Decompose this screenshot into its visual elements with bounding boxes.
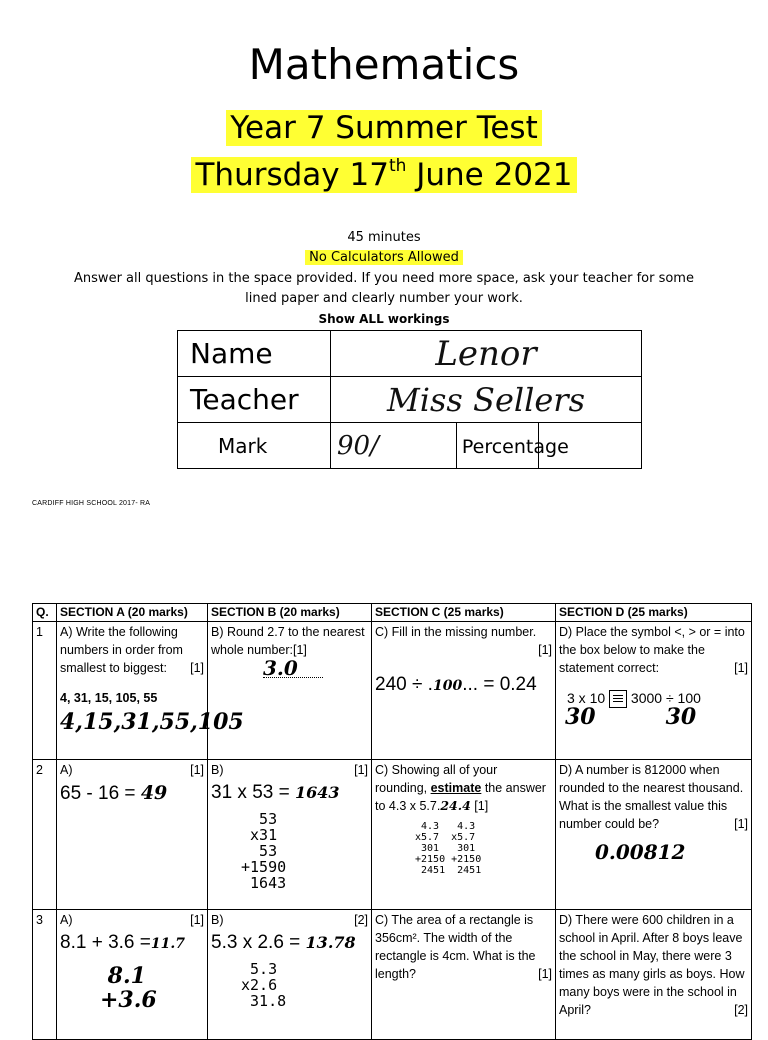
questions-table	[32, 603, 752, 1040]
q3a-eq: 8.1 + 3.6 =	[60, 932, 151, 953]
q2a-equation	[60, 781, 204, 806]
table-row	[33, 760, 752, 910]
question-1d[interactable]	[556, 622, 752, 760]
date-post: June 2021	[406, 157, 573, 193]
q3a-mark: [1]	[190, 913, 204, 927]
table-header	[33, 604, 752, 622]
q2a-answer: 49	[140, 782, 168, 804]
question-1b[interactable]	[208, 622, 372, 760]
q1d-work	[565, 704, 748, 731]
q1d-work-right: 30	[665, 704, 697, 731]
q3a-equation	[60, 931, 204, 956]
test-date-text	[191, 157, 576, 193]
row-number: 3	[33, 910, 57, 1040]
question-3a[interactable]	[57, 910, 208, 1040]
test-date	[0, 156, 768, 193]
calculator-rule	[0, 250, 768, 265]
q2d-text: D) A number is 812000 when rounded to the nearest thousand. What is the smallest value this number could be?	[559, 763, 744, 831]
teacher-field[interactable]	[331, 377, 642, 423]
percentage-cell	[456, 423, 641, 469]
question-1c[interactable]	[372, 622, 556, 760]
test-name	[0, 110, 768, 146]
date-pre: Thursday 17	[195, 157, 389, 193]
q1b-text: B) Round 2.7 to the nearest whole number:	[211, 625, 365, 657]
teacher-label: Teacher	[178, 377, 331, 423]
q3d-text: D) There were 600 children in a school in April. After 8 boys leave the school in May, there were 3 times as many girls as boys. How many boys were in the school in April?	[559, 913, 745, 1017]
q1a-text: A) Write the following numbers in order from smallest to biggest:	[60, 625, 183, 675]
q2b-eq: 31 x 53 =	[211, 782, 295, 803]
question-2c[interactable]	[372, 760, 556, 910]
question-2b[interactable]	[208, 760, 372, 910]
q1a-numbers: 4, 31, 15, 105, 55	[60, 691, 158, 705]
q2d-mark: [1]	[734, 817, 748, 831]
question-2a[interactable]	[57, 760, 208, 910]
teacher-value: Miss Sellers	[387, 380, 585, 419]
q2d-answer: 0.00812	[595, 840, 686, 864]
header-section-b: SECTION B (20 marks)	[208, 604, 372, 622]
q3c-mark: [1]	[538, 967, 552, 981]
q2c-text-1: C) Showing all of your rounding,	[375, 763, 498, 795]
duration: 45 minutes	[347, 230, 421, 245]
q2c-working: 4.3 4.3 x5.7 x5.7 301 301 +2150 +2150 2451 2451	[415, 821, 482, 876]
header-section-a: SECTION A (20 marks)	[57, 604, 208, 622]
percentage-field[interactable]	[538, 423, 641, 468]
q3c-text: C) The area of a rectangle is 356cm². The width of the rectangle is 4cm. What is the length?	[375, 913, 536, 981]
question-1a[interactable]	[57, 622, 244, 760]
q1b-answer: 3.0	[263, 659, 323, 678]
test-name-text: Year 7 Summer Test	[226, 110, 542, 146]
table-row	[33, 622, 752, 760]
percentage-label: Percentage	[461, 436, 569, 458]
q1a-mark: [1]	[190, 661, 204, 675]
q1c-eq-post: ... = 0.24	[462, 674, 537, 695]
q2b-mark: [1]	[354, 763, 368, 777]
q2c-text-2: the answer to 4.3 x 5.7.	[375, 781, 546, 813]
q3b-mark: [2]	[354, 913, 368, 927]
q1d-mark: [1]	[734, 661, 748, 675]
q2c-estimate: estimate	[430, 781, 482, 795]
row-number: 1	[33, 622, 57, 760]
show-workings: Show ALL workings	[318, 312, 450, 326]
q2a-mark: [1]	[190, 763, 204, 777]
instructions-line-2: lined paper and clearly number your work.	[245, 291, 523, 306]
q1c-mark: [1]	[538, 643, 552, 657]
q1c-answer: 100	[432, 678, 463, 694]
q3d-mark: [2]	[734, 1003, 748, 1017]
q1b-mark: [1]	[293, 643, 307, 657]
q1c-eq-pre: 240 ÷ .	[375, 674, 433, 695]
q3a-answer: 11.7	[150, 936, 185, 952]
q1c-text: C) Fill in the missing number.	[375, 625, 537, 639]
mark-label: Mark	[178, 423, 331, 469]
table-row	[33, 910, 752, 1040]
q2b-label: B)	[211, 763, 224, 777]
footer-school: CARDIFF HIGH SCHOOL 2017- RA	[32, 500, 151, 507]
mark-field[interactable]	[331, 423, 457, 469]
name-field[interactable]	[331, 331, 642, 377]
calculator-rule-text: No Calculators Allowed	[305, 250, 463, 265]
question-3c[interactable]	[372, 910, 556, 1040]
q3a-label: A)	[60, 913, 73, 927]
instructions-line-1: Answer all questions in the space provided. If you need more space, ask your teacher for some	[74, 271, 694, 286]
row-number: 2	[33, 760, 57, 910]
student-info-table	[177, 330, 642, 469]
question-2d[interactable]	[556, 760, 752, 910]
answer-box[interactable]	[609, 690, 627, 708]
q2a-label: A)	[60, 763, 73, 777]
q3b-working: 5.3 x2.6 31.8	[241, 960, 287, 1010]
q1d-work-left: 30	[565, 704, 596, 731]
q1d-right: 3000 ÷ 100	[630, 690, 701, 706]
q3b-eq: 5.3 x 2.6 =	[211, 932, 306, 953]
header-section-d: SECTION D (25 marks)	[556, 604, 752, 622]
q1d-left: 3 x 10	[567, 690, 606, 706]
question-3b[interactable]	[208, 910, 372, 1040]
header-q: Q.	[33, 604, 57, 622]
name-label: Name	[178, 331, 331, 377]
q2a-eq: 65 - 16 =	[60, 783, 141, 804]
q1d-text: D) Place the symbol <, > or = into the box below to make the statement correct:	[559, 625, 745, 675]
date-sup: th	[388, 156, 407, 176]
mark-value: 90/	[337, 430, 379, 461]
page-title: Mathematics	[248, 40, 520, 89]
q1c-equation	[375, 673, 552, 698]
name-value: Lenor	[435, 333, 537, 374]
q3b-equation	[211, 931, 368, 955]
q2c-mark: [1]	[474, 799, 489, 813]
header-section-c: SECTION C (25 marks)	[372, 604, 556, 622]
q3b-answer: 13.78	[305, 933, 356, 952]
q2c-answer: 24.4	[440, 798, 471, 813]
q2b-answer: 1643	[294, 783, 340, 802]
q3a-working: 8.1 +3.6	[100, 963, 157, 1013]
q2b-working: 53 x31 53 +1590 1643	[241, 810, 287, 892]
question-3d[interactable]	[556, 910, 752, 1040]
q2b-equation	[211, 781, 368, 805]
q3b-label: B)	[211, 913, 224, 927]
q1a-answer: 4,15,31,55,105	[60, 709, 244, 735]
